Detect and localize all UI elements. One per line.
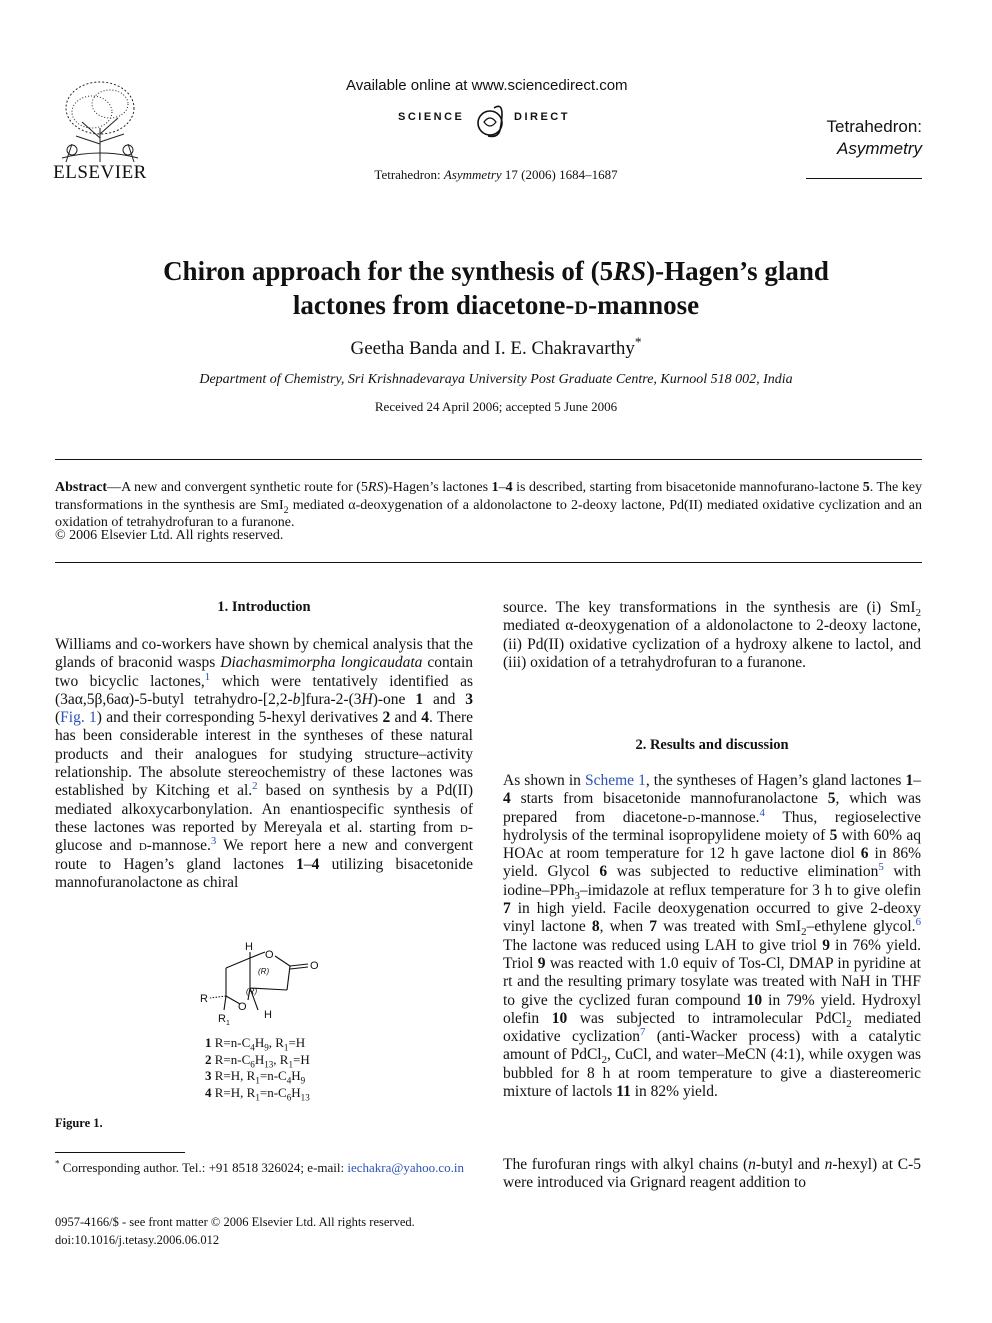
italic-text: n bbox=[748, 1156, 756, 1173]
body-text: , which was prepared from diacetone- bbox=[503, 790, 921, 826]
abstract bbox=[55, 479, 922, 532]
body-text: As shown in bbox=[503, 772, 585, 789]
body-text: was treated with SmI bbox=[657, 918, 802, 936]
corresponding-author-footnote bbox=[55, 1159, 473, 1176]
abstract-label: Abstract bbox=[55, 480, 108, 495]
citation-volume: 17 (2006) 1684–1687 bbox=[501, 167, 618, 182]
atom-label: $R_1$ bbox=[218, 1013, 230, 1027]
results-paragraph bbox=[503, 772, 921, 1101]
reference-link[interactable]: 1 bbox=[204, 670, 211, 683]
journal-logo bbox=[806, 116, 922, 160]
compound-number: 10 bbox=[551, 1009, 568, 1027]
atom-label: R bbox=[200, 993, 208, 1005]
body-text: We report here a new and convergent route to Hagen’s gland lactones bbox=[55, 837, 473, 873]
subscript: 3 bbox=[574, 889, 580, 902]
atom-label: H bbox=[245, 941, 253, 953]
stereo-label: (R) bbox=[258, 967, 270, 976]
compound-number: 1 bbox=[491, 480, 499, 495]
legend-entry: 2 $R=n-C_6H_{13}$, $R_1=H$ bbox=[205, 1051, 310, 1070]
body-text: in 79% yield. Hydroxyl olefin bbox=[503, 991, 922, 1027]
introduction-paragraph bbox=[55, 636, 473, 892]
footnote-rule bbox=[55, 1152, 185, 1153]
title-text: Chiron approach for the synthesis of (5 bbox=[163, 256, 614, 286]
sciencedirect-logo bbox=[396, 100, 586, 140]
title-text: )-Hagen’s gland bbox=[646, 256, 829, 286]
bond bbox=[290, 964, 308, 966]
compound-number: 9 bbox=[537, 954, 546, 972]
smallcap-text: d bbox=[687, 808, 696, 826]
body-text: The furofuran rings with alkyl chains ( bbox=[503, 1156, 749, 1173]
section-heading-results: 2. Results and discussion bbox=[635, 737, 789, 753]
italic-text: H bbox=[361, 690, 373, 708]
body-text: , CuCl, and water–MeCN (4:1), while oxygen was bubbled for 8 h at room temperature to give a diastereomeric mixture of lactols bbox=[503, 1046, 922, 1101]
body-text: was subjected to reductive elimination bbox=[607, 863, 879, 881]
atom-label: H bbox=[264, 1009, 272, 1021]
body-text: -glucose and bbox=[55, 818, 473, 855]
legend-entry: 4 R=H, $R_1=n-C_6H_{13}$ bbox=[205, 1084, 310, 1103]
body-text: mediated oxidative cyclization bbox=[503, 1009, 921, 1046]
title-smallcap: d bbox=[574, 290, 589, 320]
compound-number: 6 bbox=[860, 845, 869, 863]
publisher-name: ELSEVIER bbox=[53, 162, 147, 183]
front-matter bbox=[55, 1213, 415, 1249]
body-text: ( bbox=[55, 709, 61, 727]
compound-number: 5 bbox=[829, 826, 838, 844]
body-text: –ethylene glycol. bbox=[806, 918, 916, 936]
compound-number: 1 bbox=[415, 690, 424, 708]
authors bbox=[0, 334, 992, 360]
compound-number: 6 bbox=[599, 863, 608, 881]
compound-number: 5 bbox=[862, 480, 870, 495]
body-text: based on synthesis by a Pd(II) mediated alkoxycarbonylation. An enantiospecific synthesis of these lactones was reported by Mereyala et al. starting from bbox=[55, 782, 473, 836]
body-text: . There has been considerable interest in the syntheses of these natural products and their analogues for studying structure–activity relationship. The absolute stereochemistry of these lactones was established by Kitching et al. bbox=[55, 709, 473, 800]
stereo-label: (R) bbox=[246, 987, 258, 996]
compound-number: 7 bbox=[503, 900, 511, 918]
body-text: in 86% yield. Glycol bbox=[503, 845, 922, 881]
journal-name-line2: Asymmetry bbox=[837, 139, 922, 158]
abstract-italic: RS bbox=[367, 480, 384, 495]
reference-link[interactable]: 2 bbox=[252, 780, 258, 793]
body-text: – bbox=[913, 772, 921, 789]
body-text: Thus, regioselective hydrolysis of the terminal isopropylidene moiety of bbox=[503, 808, 921, 844]
body-text: contain two bicyclic lactones, bbox=[55, 654, 474, 690]
body-text: – bbox=[303, 855, 312, 873]
compound-number: 4 bbox=[505, 480, 513, 495]
compound-number: 4 bbox=[503, 790, 511, 808]
figure-1-legend bbox=[205, 1035, 310, 1101]
abstract-text: is described, starting from bisacetonide mannofurano-lactone bbox=[512, 480, 863, 495]
introduction-paragraph-continued bbox=[503, 599, 921, 672]
body-text: -hexyl) at C-5 were introduced via Grignard reagent addition to bbox=[503, 1156, 921, 1192]
issn-line: 0957-4166/$ - see front matter © 2006 Elsevier Ltd. All rights reserved. bbox=[55, 1215, 415, 1229]
legend-entry: 3 R=H, $R_1=n-C_4H_9$ bbox=[205, 1068, 306, 1086]
atom-label: O bbox=[238, 1001, 247, 1013]
body-text: ]fura-2-(3 bbox=[300, 690, 362, 708]
bond bbox=[224, 996, 226, 1010]
species-name: Diachasmimorpha longicaudata bbox=[220, 654, 423, 672]
compound-number: 4 bbox=[421, 709, 429, 727]
title-text: -mannose bbox=[588, 290, 700, 320]
sciencedirect-d-icon bbox=[472, 100, 512, 140]
body-text: with iodine–PPh bbox=[503, 863, 921, 899]
author-names[interactable]: Geetha Banda and I. E. Chakravarthy bbox=[350, 338, 635, 359]
figure-link[interactable]: Fig. 1 bbox=[60, 709, 97, 727]
compound-number: 11 bbox=[616, 1083, 631, 1101]
bond bbox=[210, 996, 226, 998]
affiliation: Department of Chemistry, Sri Krishnadevaraya University Post Graduate Centre, Kurnool 518 002, India bbox=[199, 372, 793, 387]
direct-word: DIRECT bbox=[514, 111, 570, 123]
reference-link[interactable]: 6 bbox=[915, 916, 921, 929]
citation-prefix: Tetrahedron: bbox=[374, 167, 444, 182]
footnote-text: Corresponding author. Tel.: +91 8518 326024; e-mail: bbox=[59, 1160, 348, 1175]
body-text: , when bbox=[599, 918, 650, 936]
compound-number: 7 bbox=[649, 918, 658, 936]
compound-number: 8 bbox=[591, 918, 600, 936]
section-heading-introduction: 1. Introduction bbox=[217, 599, 311, 615]
subscript: 2 bbox=[601, 1054, 608, 1067]
article-title bbox=[60, 254, 932, 322]
citation-journal: Asymmetry bbox=[443, 167, 502, 182]
reference-link[interactable]: 5 bbox=[878, 861, 884, 874]
abstract-text: —A new and convergent synthetic route for (5 bbox=[107, 480, 368, 495]
body-text: source. The key transformations in the synthesis are (i) SmI bbox=[503, 599, 916, 616]
legend-entry: 1 $R=n-C_4H_9$, $R_1=H$ bbox=[205, 1035, 306, 1053]
figure-caption: Figure 1. bbox=[55, 1116, 103, 1130]
figure-1-structure bbox=[190, 938, 340, 1030]
compound-number: 1 bbox=[905, 772, 914, 789]
journal-logo-rule bbox=[806, 178, 922, 179]
scheme-link[interactable]: Scheme 1 bbox=[584, 772, 646, 789]
email-link[interactable]: iechakra@yahoo.co.in bbox=[347, 1160, 465, 1175]
body-text: utilizing bisacetonide mannofuranolactone as chiral bbox=[55, 855, 473, 891]
journal-citation bbox=[0, 167, 992, 183]
compound-number: 3 bbox=[465, 690, 474, 708]
compound-number: 1 bbox=[296, 855, 304, 873]
journal-name-line1: Tetrahedron: bbox=[826, 117, 922, 136]
subscript: 2 bbox=[283, 504, 289, 516]
body-text: which were tentatively identified as (3aα,5β,6aα)-5-butyl tetrahydro-[2,2- bbox=[55, 672, 473, 708]
title-italic: RS bbox=[613, 256, 647, 286]
abstract-text: )-Hagen’s lactones bbox=[383, 480, 492, 495]
body-text: was subjected to intramolecular PdCl bbox=[567, 1009, 847, 1027]
subscript: 2 bbox=[846, 1017, 852, 1030]
title-text: lactones from diacetone- bbox=[292, 290, 575, 320]
body-text: and bbox=[423, 690, 466, 708]
body-text: with 60% aq HOAc at room temperature for 12 h gave lactone diol bbox=[503, 826, 921, 863]
body-text: in 76% yield. Triol bbox=[503, 936, 921, 972]
abstract-bottom-rule bbox=[55, 562, 922, 563]
atom-label: O bbox=[265, 949, 274, 961]
body-text: mediated α-deoxygenation of a aldonolactone to 2-deoxy lactone, (ii) Pd(II) oxidative cyclization of a hydroxy alkene to lactol, and (iii) oxidation of a tetrahydrofuran to a furanone. bbox=[503, 617, 921, 671]
abstract-copyright: © 2006 Elsevier Ltd. All rights reserved. bbox=[55, 528, 284, 543]
bond bbox=[275, 956, 290, 966]
reference-link[interactable]: 4 bbox=[759, 806, 765, 819]
compound-number: 10 bbox=[746, 991, 763, 1009]
subscript: 2 bbox=[801, 926, 807, 939]
body-text: in high yield. Facile deoxygenation occurred to give 2-deoxy vinyl lactone bbox=[503, 900, 921, 936]
bond bbox=[287, 966, 290, 990]
body-text: -mannose. bbox=[146, 837, 211, 855]
abstract-text: . The key transformations in the synthesis are SmI bbox=[55, 480, 922, 513]
body-text: The lactone was reduced using LAH to give triol bbox=[503, 936, 823, 954]
body-text: (anti-Wacker process) with a catalytic amount of PdCl bbox=[503, 1028, 921, 1064]
body-text: –imidazole at reflux temperature for 3 h to give olefin bbox=[579, 881, 921, 899]
body-text: -mannose. bbox=[695, 808, 760, 826]
abstract-text: mediated α-deoxygenation of a aldonolactone to 2-deoxy lactone, Pd(II) mediated oxidative cyclization and an oxidation of tetrahydrofuran to a furanone. bbox=[55, 497, 922, 530]
body-text: , the syntheses of Hagen’s gland lactones bbox=[645, 772, 906, 789]
results-paragraph-2 bbox=[503, 1156, 921, 1193]
smallcap-text: d bbox=[459, 818, 468, 836]
reference-link[interactable]: 7 bbox=[639, 1026, 646, 1038]
body-text: )-one bbox=[372, 690, 416, 708]
smallcap-text: d bbox=[138, 837, 147, 855]
atom-label: O bbox=[310, 960, 319, 972]
body-text: was reacted with 1.0 equiv of Tos-Cl, DMAP in pyridine at rt and the resulting primary tosylate was treated with NaH in THF to give the cyclized furan compound bbox=[503, 954, 921, 1009]
science-word: SCIENCE bbox=[398, 111, 465, 123]
available-online-text[interactable]: Available online at www.sciencedirect.com bbox=[346, 77, 628, 94]
body-text: in 82% yield. bbox=[630, 1083, 718, 1101]
bond bbox=[290, 967, 308, 969]
bond bbox=[226, 958, 250, 968]
body-text: Williams and co-workers have shown by chemical analysis that the glands of braconid wasps bbox=[55, 636, 473, 672]
doi-line[interactable]: doi:10.1016/j.tetasy.2006.06.012 bbox=[55, 1233, 220, 1247]
body-text: and bbox=[390, 709, 422, 727]
italic-text: b bbox=[292, 690, 301, 708]
footnote-mark: * bbox=[55, 1158, 60, 1169]
author-footnote-mark[interactable]: * bbox=[634, 334, 642, 350]
reference-link[interactable]: 3 bbox=[210, 835, 217, 848]
compound-number: 9 bbox=[822, 936, 830, 954]
compound-number: 5 bbox=[827, 790, 836, 808]
body-text: -butyl and bbox=[755, 1156, 825, 1173]
compound-number: 2 bbox=[382, 709, 391, 727]
abstract-text: – bbox=[498, 480, 506, 495]
abstract-top-rule bbox=[55, 459, 922, 460]
subscript: 2 bbox=[915, 607, 921, 620]
italic-text: n bbox=[824, 1156, 833, 1173]
received-dates: Received 24 April 2006; accepted 5 June 2006 bbox=[374, 399, 618, 414]
body-text: ) and their corresponding 5-hexyl derivatives bbox=[96, 709, 383, 727]
body-text: starts from bisacetonide mannofuranolactone bbox=[510, 790, 828, 808]
compound-number: 4 bbox=[311, 855, 320, 873]
